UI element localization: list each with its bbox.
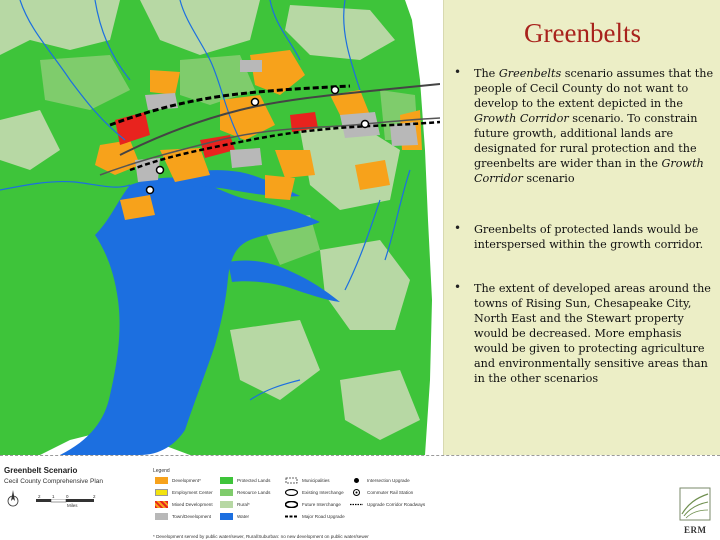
legend-label-corridor: Upgrade Corridor Roadways: [367, 502, 426, 507]
legend-label-existing-interchange: Existing Interchange: [302, 490, 344, 495]
bullet-greenbelts-scenario: [454, 65, 716, 186]
bullet-text: The Greenbelts scenario assumes that the people of Cecil County do not want to develop to the extent depicted in the Growth Corridor scenario. To constrain future growth, additional lands are designated for rural protection and the greenbelts are wider than in the Growth Corridor scenario: [474, 67, 714, 185]
employment-swatch: [155, 489, 168, 496]
scale-unit: Miles: [67, 503, 78, 508]
bullet-text: Greenbelts of protected lands would be interspersed within the growth corridor.: [474, 223, 704, 251]
water-swatch: [220, 513, 233, 520]
legend-label-development: Development*: [172, 478, 201, 483]
mixed-swatch: [155, 501, 168, 508]
legend-label-rail: Commuter Rail Station: [367, 490, 414, 495]
legend-label-employment: Employment Center: [172, 490, 213, 495]
bullet-developed-areas: [454, 280, 716, 386]
legend-label-town: Town/Development: [172, 514, 212, 519]
town-swatch: [155, 513, 168, 520]
slide-title: Greenbelts: [524, 18, 641, 48]
upgrade-corridor-icon: [350, 501, 363, 508]
development-swatch: [155, 477, 168, 484]
north-arrow-icon: [6, 489, 20, 511]
rural-swatch: [220, 501, 233, 508]
legend-label-future-interchange: Future Interchange: [302, 502, 341, 507]
major-road-upgrade-icon: [285, 513, 298, 520]
legend-map-subtitle: Cecil County Comprehensive Plan: [4, 478, 103, 485]
bullet-text: The extent of developed areas around the towns of Rising Sun, Chesapeake City, North East and the Stewart property would be decreased. More emphasis would be given to protecting agriculture and environmentally sensitive areas than in the other scenarios: [474, 282, 711, 385]
future-interchange-icon: [285, 501, 298, 508]
legend-label-intersection: Intersection Upgrade: [367, 478, 410, 483]
legend-label-water: Water: [237, 514, 250, 519]
text-panel: [443, 0, 720, 455]
scale-tick: 2: [38, 494, 41, 499]
scale-tick: 1: [52, 494, 55, 499]
rail-station-icon: [350, 489, 363, 496]
legend-label-rural: Rural*: [237, 502, 250, 507]
legend-label-municipalities: Municipalities: [302, 478, 330, 483]
municipality-icon: [285, 477, 298, 484]
legend-footnote: * Development served by public water/sewer, Rural/Suburban: no new development on public water/sewer: [153, 534, 369, 539]
erm-logo-text: ERM: [684, 525, 707, 535]
legend-label-protected: Protected Lands: [237, 478, 271, 483]
scale-bar: [36, 499, 96, 504]
bullet-dot: •: [454, 280, 462, 294]
resource-swatch: [220, 489, 233, 496]
bullet-dot: •: [454, 221, 462, 235]
map-legend: [0, 455, 720, 540]
protected-swatch: [220, 477, 233, 484]
legend-heading: Legend: [153, 468, 170, 474]
bullet-dot: •: [454, 65, 462, 79]
legend-label-mixed: Mixed Development: [172, 502, 213, 507]
bullet-protected-lands: [454, 221, 716, 252]
scale-tick: 0: [66, 494, 69, 499]
legend-map-title: Greenbelt Scenario: [4, 466, 78, 475]
scale-tick: 2: [93, 494, 96, 499]
intersection-upgrade-icon: [350, 477, 363, 484]
legend-label-major-road: Major Road Upgrade: [302, 514, 345, 519]
legend-label-resource: Resource Lands: [237, 490, 271, 495]
existing-interchange-icon: [285, 489, 298, 496]
